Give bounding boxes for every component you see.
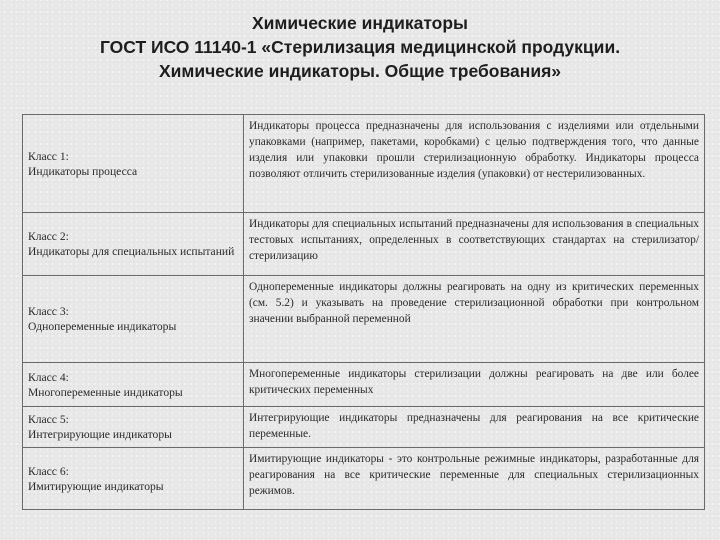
class-description: Однопеременные индикаторы должны реагировать на одну из критических переменных (см. 5.2) и указывать на проведение стерилизационной обработки при контрольном значении выбранной переменной: [244, 276, 705, 363]
class-description: Индикаторы для специальных испытаний предназначены для использования в специальных тестовых испытаниях, определенных в соответствующих стандартах на стерилизатор/стерилизацию: [244, 213, 705, 276]
class-name: Однопеременные индикаторы: [28, 320, 177, 333]
class-cell: [23, 213, 244, 276]
class-description: Интегрирующие индикаторы предназначены для реагирования на все критические переменные.: [244, 407, 705, 448]
class-cell: [23, 448, 244, 510]
class-number: Класс 1:: [28, 149, 69, 163]
title-line-3: Химические индикаторы. Общие требования»: [158, 61, 562, 81]
title-line-2: ГОСТ ИСО 11140-1 «Стерилизация медицинской продукции.: [99, 37, 621, 57]
class-number: Класс 2:: [28, 230, 69, 243]
class-name: Индикаторы процесса: [28, 164, 138, 178]
class-description: Многопеременные индикаторы стерилизации должны реагировать на две или более критических переменных: [244, 363, 705, 407]
table-row: [23, 363, 705, 407]
indicator-classes-table: [22, 114, 705, 510]
class-name: Интегрирующие индикаторы: [28, 428, 172, 441]
class-cell: [23, 407, 244, 448]
table-row: [23, 276, 705, 363]
class-cell: [23, 363, 244, 407]
class-number: Класс 5:: [28, 413, 69, 426]
class-description: Индикаторы процесса предназначены для использования с изделиями или отдельными упаковками (например, пакетами, коробками) с целью подтверждения того, что данные изделия или упаковки прошли стерилизационную обработку. Индикаторы процесса позволяют отличить стерилизованные изделия (упаковки) от нестерилизованных.: [244, 115, 705, 213]
class-number: Класс 3:: [28, 305, 69, 318]
class-number: Класс 4:: [28, 370, 69, 384]
table-row: [23, 213, 705, 276]
class-name: Имитирующие индикаторы: [28, 479, 164, 493]
class-description: Имитирующие индикаторы - это контрольные режимные индикаторы, разработанные для реагирования на все критические переменные для специальных стерилизационных режимов.: [244, 448, 705, 510]
class-number: Класс 6:: [28, 464, 69, 478]
class-cell: [23, 276, 244, 363]
title-line-1: Химические индикаторы: [252, 13, 468, 33]
table-row: [23, 115, 705, 213]
class-cell: [23, 115, 244, 213]
class-name: Индикаторы для специальных испытаний: [28, 245, 235, 258]
class-name: Многопеременные индикаторы: [28, 385, 183, 399]
page-title: [0, 11, 720, 83]
table-row: [23, 407, 705, 448]
table-row: [23, 448, 705, 510]
